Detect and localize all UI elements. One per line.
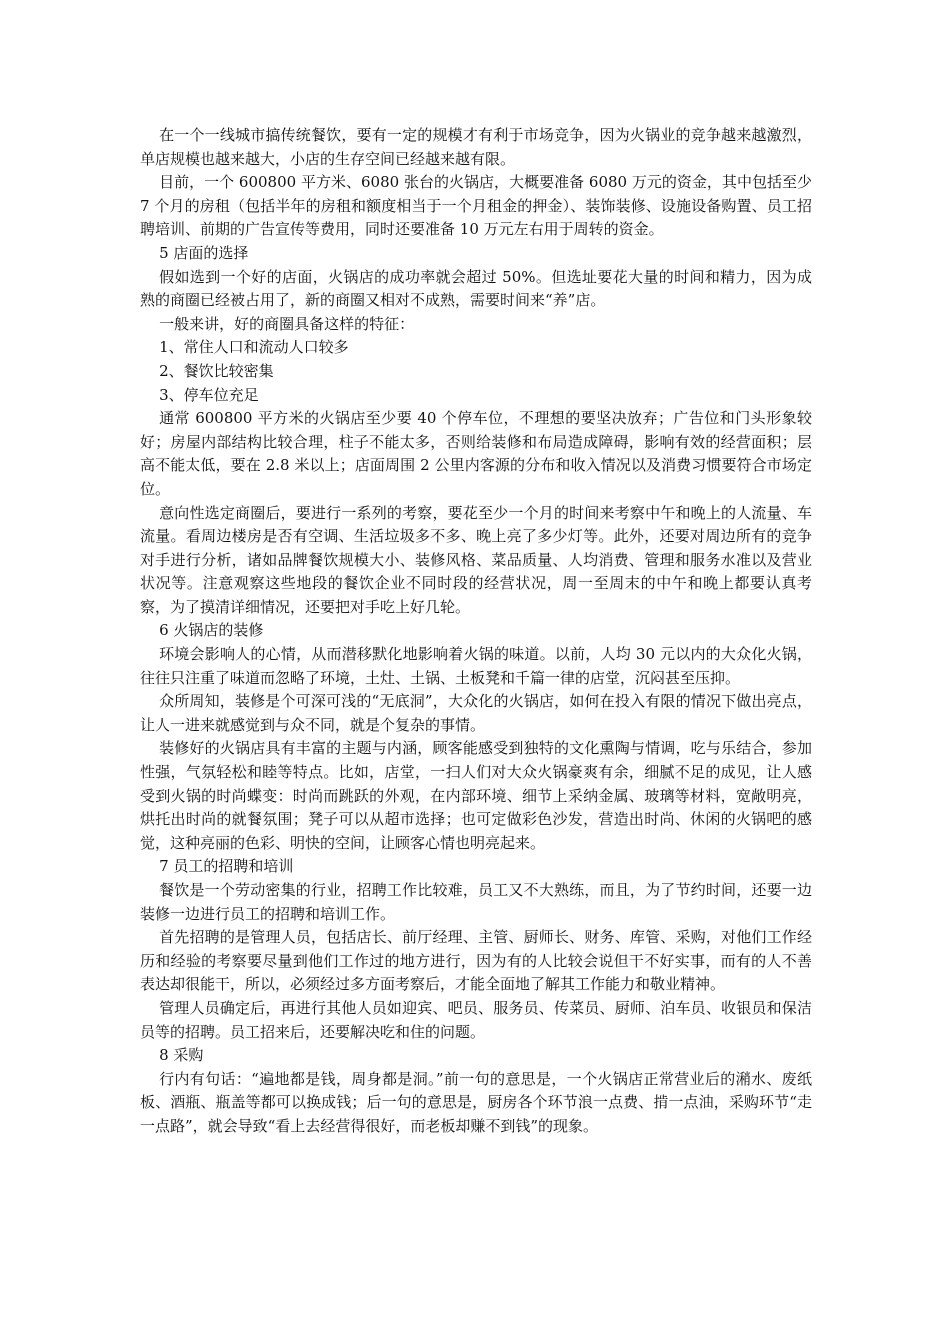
- list-item: 2、餐饮比较密集: [159, 361, 274, 380]
- list-item: 1、常住人口和流动人口较多: [159, 338, 349, 357]
- paragraph: 目前，一个 600800 平方米、6080 张台的火锅店，大概要准备 6080 万元的资金，其中包括至少 7 个月的房租（包括半年的房租和额度相当于一个月租金的押金）、装饰装修、设施设备购置、员工招聘培训、前期的广告宣传等费用，同时还要准备 10 万元左右用于周转的资金。: [140, 173, 812, 239]
- paragraph: 管理人员确定后，再进行其他人员如迎宾、吧员、服务员、传菜员、厨师、泊车员、收银员和保洁员等的招聘。员工招来后，还要解决吃和住的问题。: [140, 998, 812, 1041]
- paragraph: 假如选到一个好的店面，火锅店的成功率就会超过 50%。但选址要花大量的时间和精力，因为成熟的商圈已经被占用了，新的商圈又相对不成熟，需要时间来“养”店。: [140, 267, 812, 310]
- section-heading: 5 店面的选择: [159, 243, 249, 262]
- section-heading: 8 采购: [159, 1046, 204, 1065]
- paragraph: 环境会影响人的心情，从而潜移默化地影响着火锅的味道。以前，人均 30 元以内的大众化火锅，往往只注重了味道而忽略了环境，土灶、土锅、土板凳和千篇一律的店堂，沉闷甚至压抑。: [140, 645, 812, 687]
- document-body: [140, 124, 812, 1139]
- paragraph: 众所周知，装修是个可深可浅的“无底洞”，大众化的火锅店，如何在投入有限的情况下做出亮点，让人一进来就感觉到与众不同，就是个复杂的事情。: [140, 692, 812, 734]
- section-heading: 7 员工的招聘和培训: [159, 857, 294, 876]
- paragraph: 通常 600800 平方米的火锅店至少要 40 个停车位，不理想的要坚决放弃；广告位和门头形象较好；房屋内部结构比较合理，柱子不能太多，否则给装修和布局造成障碍，影响有效的经营面积；层高不能太低，要在 2.8 米以上；店面周围 2 公里内客源的分布和收入情况以及消费习惯要符合市场定位。: [140, 409, 812, 498]
- paragraph: 首先招聘的是管理人员，包括店长、前厅经理、主管、厨师长、财务、库管、采购，对他们工作经历和经验的考察要尽量到他们工作过的地方进行，因为有的人比较会说但干不好实事，而有的人不善表达却很能干，所以，必须经过多方面考察后，才能全面地了解其工作能力和敬业精神。: [140, 928, 812, 994]
- paragraph: 行内有句话：“遍地都是钱，周身都是洞。”前一句的意思是，一个火锅店正常营业后的潲水、废纸板、酒瓶、瓶盖等都可以换成钱；后一句的意思是，厨房各个环节浪一点费、掯一点油，采购环节“走一点路”，就会导致“看上去经营得很好，而老板却赚不到钱”的现象。: [140, 1069, 812, 1135]
- paragraph: 在一个一线城市搞传统餐饮，要有一定的规模才有利于市场竞争，因为火锅业的竞争越来越激烈，单店规模也越来越大，小店的生存空间已经越来越有限。: [140, 126, 812, 168]
- list-item: 3、停车位充足: [159, 385, 259, 404]
- paragraph: 餐饮是一个劳动密集的行业，招聘工作比较难，员工又不大熟练，而且，为了节约时间，还要一边装修一边进行员工的招聘和培训工作。: [140, 881, 812, 923]
- paragraph: 装修好的火锅店具有丰富的主题与内涵，顾客能感受到独特的文化熏陶与情调，吃与乐结合，参加性强，气氛轻松和睦等特点。比如，店堂，一扫人们对大众火锅豪爽有余，细腻不足的成见，让人感受到火锅的时尚蝶变：时尚而跳跃的外观，在内部环境、细节上采纳金属、玻璃等材料，宽敞明亮，烘托出时尚的就餐氛围；凳子可以从超市选择；也可定做彩色沙发，营造出时尚、休闲的火锅吧的感觉，这种亮丽的色彩、明快的空间，让顾客心情也明亮起来。: [140, 739, 812, 852]
- paragraph: 意向性选定商圈后，要进行一系列的考察，要花至少一个月的时间来考察中午和晚上的人流量、车流量。看周边楼房是否有空调、生活垃圾多不多、晚上亮了多少灯等。此外，还要对周边所有的竞争对手进行分析，诸如品牌餐饮规模大小、装修风格、菜品质量、人均消费、管理和服务水准以及营业状况等。注意观察这些地段的餐饮企业不同时段的经营状况，周一至周末的中午和晚上都要认真考察，为了摸清详细情况，还要把对手吃上好几轮。: [140, 503, 812, 616]
- section-heading: 6 火锅店的装修: [159, 621, 264, 640]
- paragraph: 一般来讲，好的商圈具备这样的特征：: [159, 314, 415, 333]
